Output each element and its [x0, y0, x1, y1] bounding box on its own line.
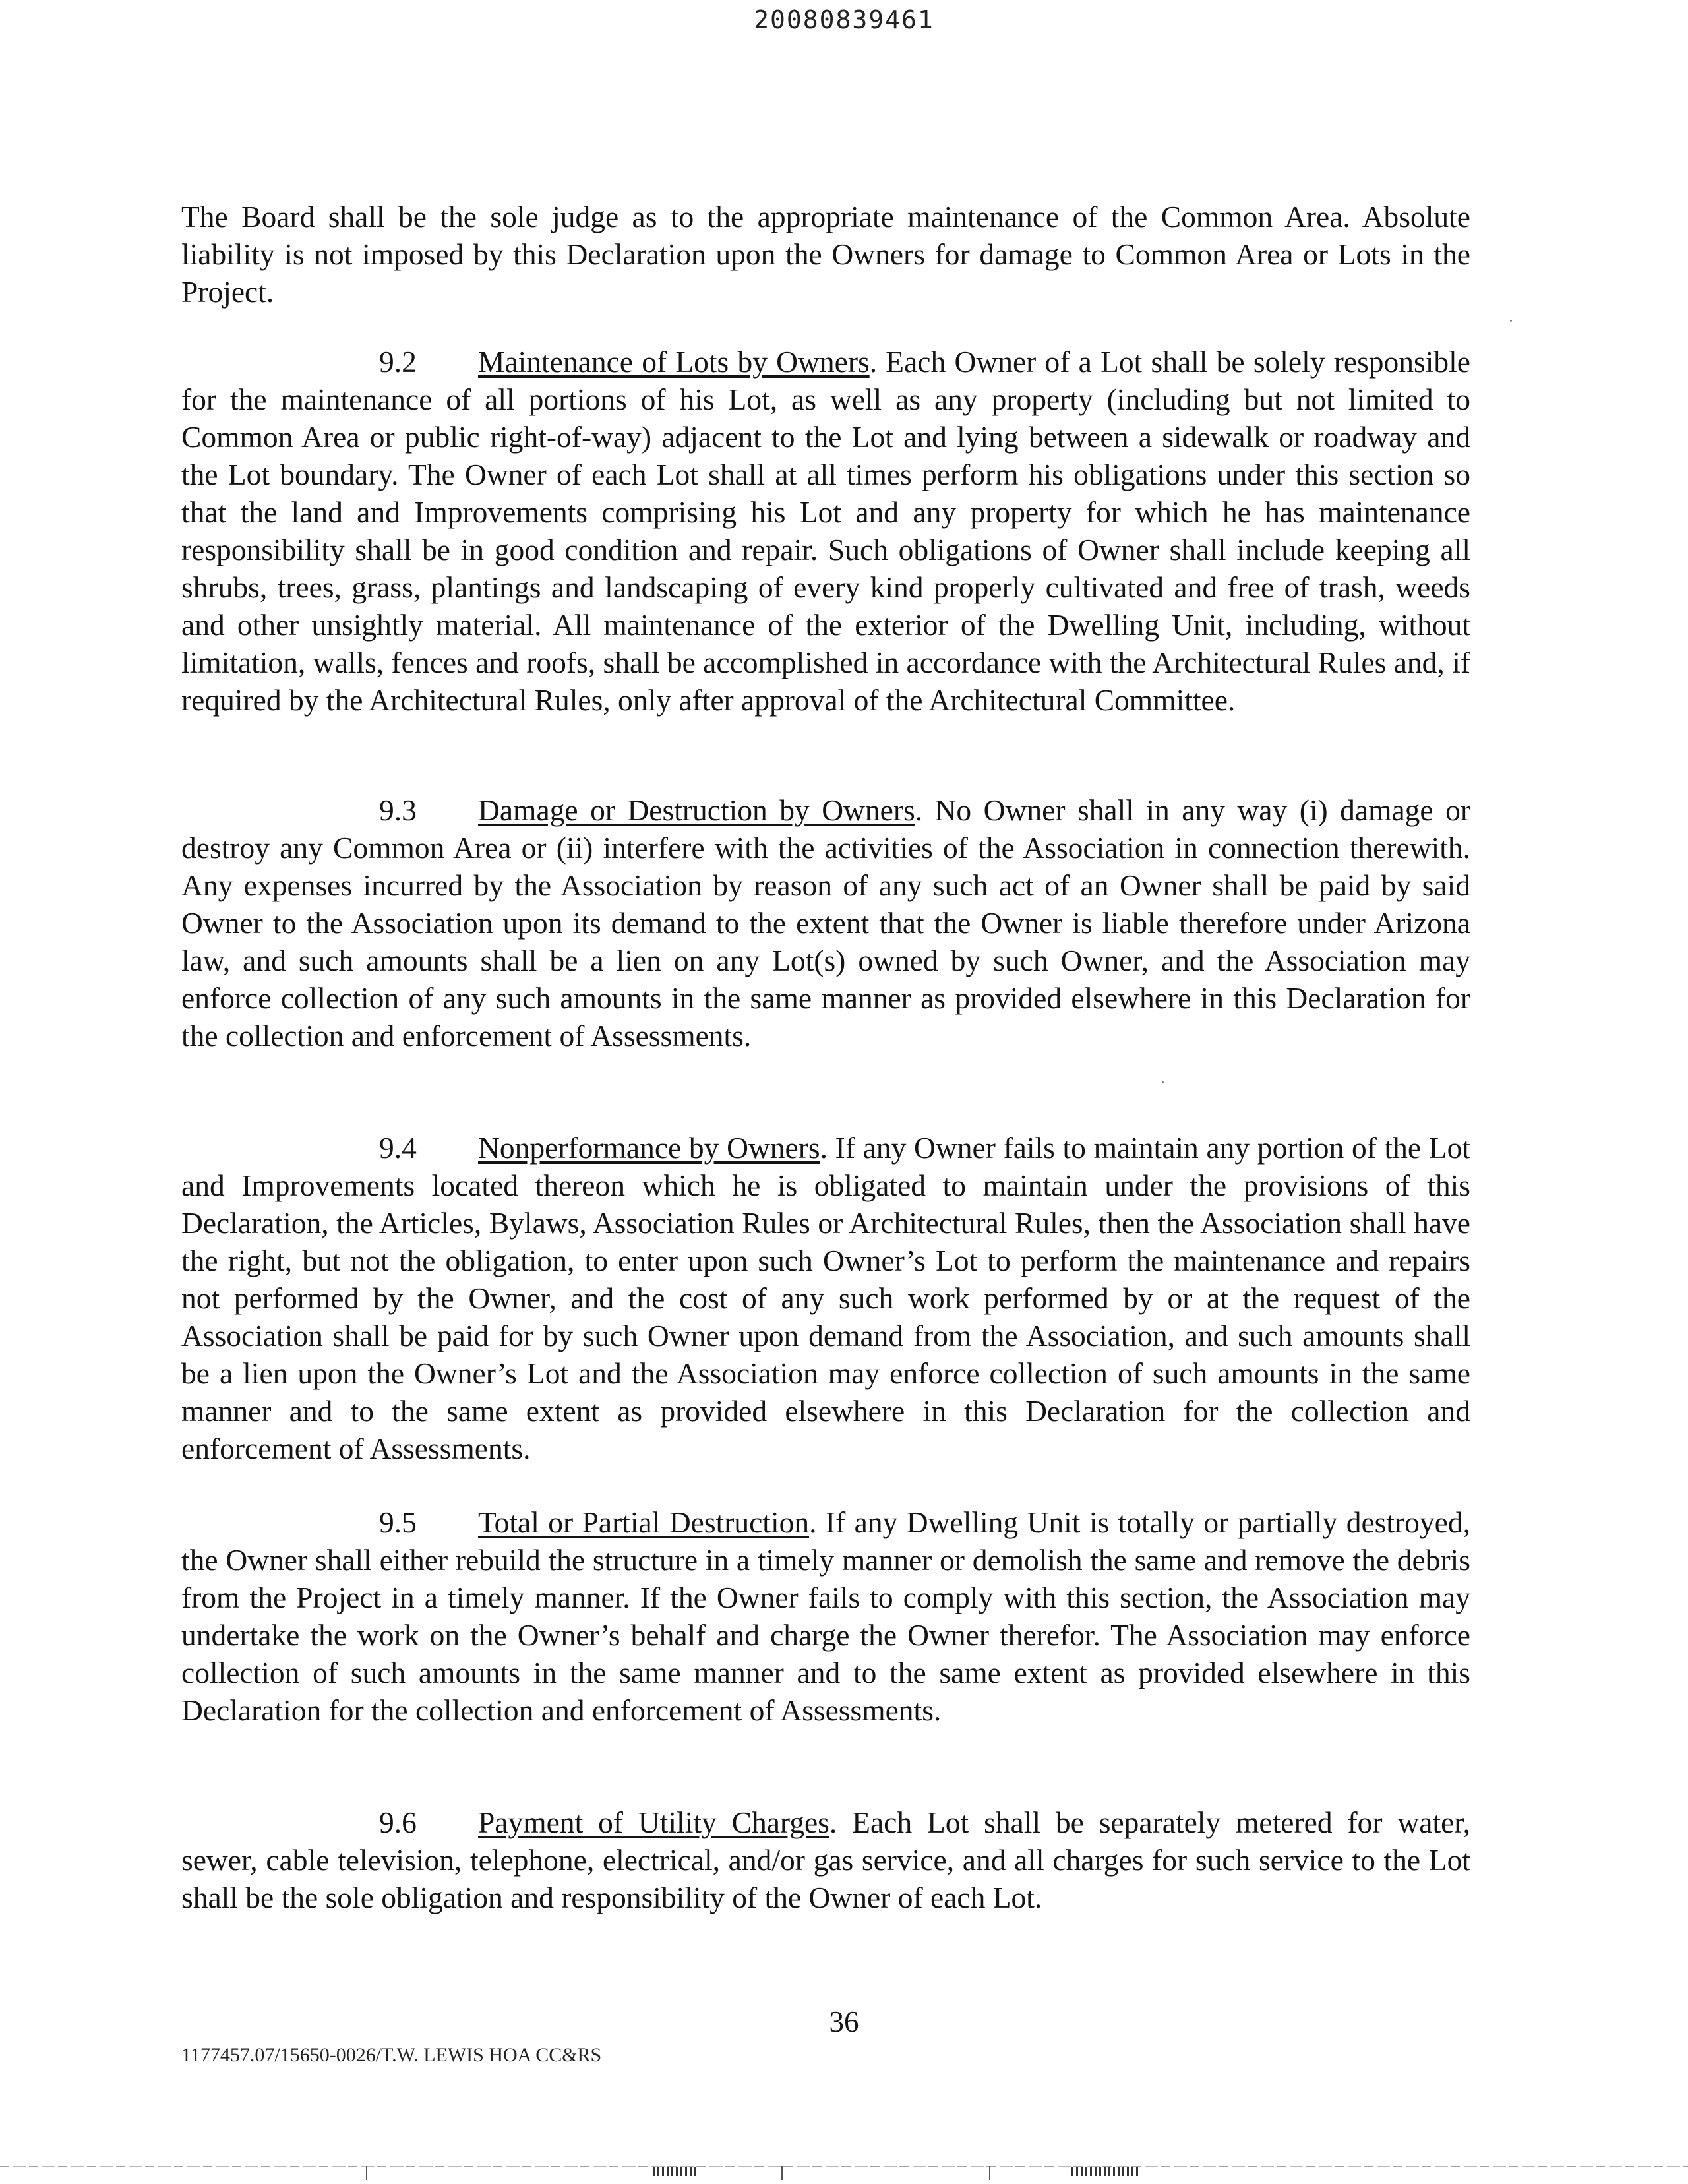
intro-text: The Board shall be the sole judge as to the appropriate maintenance of the Common Area. Absolute liability is not imposed by this Declaration upon the Owners for damage to Common Area or Lots in the Project.: [181, 200, 1470, 309]
recording-number: 20080839461: [754, 5, 934, 34]
section-title: Payment of Utility Charges: [478, 1805, 829, 1839]
section-9-2: [181, 343, 1470, 719]
section-title: Damage or Destruction by Owners: [478, 793, 915, 827]
section-text: . Each Lot shall be separately metered for water, sewer, cable television, telephone, electrical, and/or gas service, and all charges for such service to the Lot shall be the sole obligation and responsibility of the Owner of each Lot.: [181, 1805, 1470, 1914]
section-title: Nonperformance by Owners: [478, 1131, 820, 1165]
scan-speck: [1510, 320, 1512, 322]
scan-speck: [1162, 1081, 1164, 1083]
scan-edge-marks: [653, 2167, 699, 2176]
section-text: . No Owner shall in any way (i) damage or destroy any Common Area or (ii) interfere with the activities of the Association in connection therewith. Any expenses incurred by the Association by reason of any such act of an Owner shall be paid by said Owner to the Association upon its demand to the extent that the Owner is liable therefore under Arizona law, and such amounts shall be a lien on any Lot(s) owned by such Owner, and the Association may enforce collection of any such amounts in the same manner as provided elsewhere in this Declaration for the collection and enforcement of Assessments.: [181, 793, 1470, 1052]
document-id: 1177457.07/15650-0026/T.W. LEWIS HOA CC&RS: [181, 2044, 602, 2066]
section-text: . Each Owner of a Lot shall be solely responsible for the maintenance of all portions of his Lot, as well as any property (including but not limited to Common Area or public right-of-way) adjacent to the Lot and lying between a sidewalk or roadway and the Lot boundary. The Owner of each Lot shall at all times perform his obligations under this section so that the land and Improvements comprising his Lot and any property for which he has maintenance responsibility shall be in good condition and repair. Such obligations of Owner shall include keeping all shrubs, trees, grass, plantings and landscaping of every kind properly cultivated and free of trash, weeds and other unsightly material. All maintenance of the exterior of the Dwelling Unit, including, without limitation, walls, fences and roofs, shall be accomplished in accordance with the Architectural Rules and, if required by the Architectural Rules, only after approval of the Architectural Committee.: [181, 345, 1470, 717]
section-9-5: [181, 1503, 1470, 1729]
section-9-6: [181, 1804, 1470, 1916]
scan-edge-tick: [781, 2166, 783, 2180]
intro-paragraph: [181, 198, 1470, 311]
section-title: Maintenance of Lots by Owners: [478, 345, 870, 379]
scan-edge-marks: [1071, 2167, 1141, 2176]
scan-edge-line: [0, 2166, 1688, 2167]
section-number: 9.5: [379, 1505, 417, 1539]
section-number: 9.2: [379, 345, 417, 379]
section-number: 9.3: [379, 793, 417, 827]
section-9-4: [181, 1129, 1470, 1467]
scan-edge-tick: [366, 2166, 367, 2180]
section-number: 9.4: [379, 1131, 417, 1165]
section-title: Total or Partial Destruction: [478, 1505, 810, 1539]
section-number: 9.6: [379, 1805, 417, 1839]
scan-edge-tick: [989, 2166, 990, 2180]
section-9-3: [181, 791, 1470, 1054]
section-text: . If any Dwelling Unit is totally or partially destroyed, the Owner shall either rebuild the structure in a timely manner or demolish the same and remove the debris from the Project in a timely manner. If the Owner fails to comply with this section, the Association may undertake the work on the Owner’s behalf and charge the Owner therefor. The Association may enforce collection of such amounts in the same manner and to the same extent as provided elsewhere in this Declaration for the collection and enforcement of Assessments.: [181, 1505, 1470, 1727]
page-number: 36: [829, 2005, 859, 2038]
section-text: . If any Owner fails to maintain any portion of the Lot and Improvements located thereon which he is obligated to maintain under the provisions of this Declaration, the Articles, Bylaws, Association Rules or Architectural Rules, then the Association shall have the right, but not the obligation, to enter upon such Owner’s Lot to perform the maintenance and repairs not performed by the Owner, and the cost of any such work performed by or at the request of the Association shall be paid for by such Owner upon demand from the Association, and such amounts shall be a lien upon the Owner’s Lot and the Association may enforce collection of such amounts in the same manner and to the same extent as provided elsewhere in this Declaration for the collection and enforcement of Assessments.: [181, 1131, 1470, 1465]
